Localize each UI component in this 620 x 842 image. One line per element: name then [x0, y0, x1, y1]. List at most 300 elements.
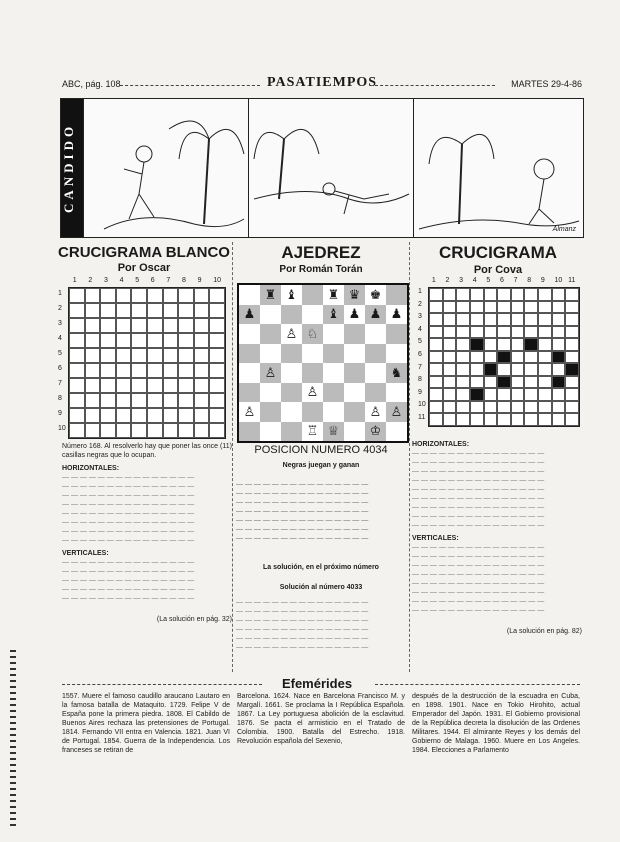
header-rule-left [120, 85, 260, 86]
ajedrez-title: AJEDREZ [281, 243, 361, 262]
grid-row-number: 7 [58, 379, 62, 387]
chess-solution-text: — — — — — — — — — — — — — — — — — — — — — — — — — — — — — — — — — — — — — — — — — — — — — — — — — — — — — — — — — — — — — — — — — — — — — — — — — — — — — — — — — — — — — — — — — — [236, 599, 369, 651]
ajedrez-author: Por Román Torán [279, 264, 363, 275]
grid-cell [100, 333, 116, 348]
chess-square: ♙ [302, 383, 323, 403]
grid-cell [209, 393, 225, 408]
grid-cell [565, 376, 579, 389]
chess-square [302, 285, 323, 305]
chess-square: ♜ [260, 285, 281, 305]
grid-cell [484, 401, 498, 414]
grid-cell [69, 393, 85, 408]
grid-cell [194, 333, 210, 348]
grid-cell [131, 318, 147, 333]
grid-col-number: 9 [197, 277, 202, 284]
grid-cell [116, 393, 132, 408]
grid-cell [100, 363, 116, 378]
grid-col-number: 10 [213, 277, 221, 284]
grid-row-number: 6 [418, 351, 422, 358]
blanco-h-label: HORIZONTALES: [62, 465, 120, 472]
grid-cell [209, 363, 225, 378]
grid-row-number: 6 [58, 364, 62, 372]
crucigrama-title: CRUCIGRAMA [438, 243, 558, 262]
grid-row-number: 4 [418, 325, 422, 333]
chess-square [239, 344, 260, 364]
grid-cell [538, 401, 552, 414]
grid-cell [163, 378, 179, 393]
chess-square: ♞ [386, 363, 407, 383]
chess-square [260, 324, 281, 344]
grid-cell [69, 363, 85, 378]
grid-cell [116, 363, 132, 378]
chess-square [281, 402, 302, 422]
grid-cell [552, 388, 566, 401]
grid-col-number: 8 [527, 277, 532, 284]
grid-cell [194, 303, 210, 318]
grid-cell [443, 363, 457, 376]
chess-square: ♖ [302, 422, 323, 442]
grid-cell [470, 326, 484, 339]
chess-turn: Negras juegan y ganan [282, 462, 360, 469]
grid-cell [456, 313, 470, 326]
grid-cell [194, 348, 210, 363]
grid-cell [470, 388, 484, 401]
grid-cell [194, 423, 210, 438]
grid-cell [163, 288, 179, 303]
grid-cell [147, 288, 163, 303]
grid-cell [85, 378, 101, 393]
grid-cell [456, 363, 470, 376]
chess-square: ♙ [365, 402, 386, 422]
grid-row-number: 3 [58, 319, 62, 327]
chess-square: ♚ [365, 285, 386, 305]
grid-row-number: 9 [58, 409, 62, 417]
grid-cell [456, 351, 470, 364]
grid-cell [85, 288, 101, 303]
grid-cell [565, 338, 579, 351]
chess-square: ♙ [281, 324, 302, 344]
grid-cell [497, 351, 511, 364]
grid-cell [116, 423, 132, 438]
grid-cell [209, 333, 225, 348]
comic-panel-1 [83, 99, 249, 237]
grid-cell [443, 338, 457, 351]
grid-col-number: 2 [88, 277, 93, 284]
grid-cell [147, 423, 163, 438]
chess-square [386, 422, 407, 442]
chess-square [260, 402, 281, 422]
grid-cell [484, 326, 498, 339]
chess-square: ♛ [344, 285, 365, 305]
chess-square [239, 324, 260, 344]
chess-square: ♟ [386, 305, 407, 325]
grid-cell [497, 326, 511, 339]
grid-cell [565, 326, 579, 339]
grid-cell [100, 393, 116, 408]
grid-cell [538, 388, 552, 401]
chess-square [281, 383, 302, 403]
chess-square [260, 305, 281, 325]
grid-cell [565, 288, 579, 301]
grid-cell [524, 376, 538, 389]
chess-square: ♟ [365, 305, 386, 325]
grid-cell [163, 408, 179, 423]
chess-square: ♝ [281, 285, 302, 305]
grid-row-number: 9 [418, 388, 422, 396]
grid-cell [470, 288, 484, 301]
grid-cell [178, 348, 194, 363]
grid-cell [178, 363, 194, 378]
efemerides-col-3: después de la destrucción de la escuadra en Cuba, en 1898. 1901. Nace en Tokio Hirohito, actual Emperador del Japón. 1931. El Gobierno provisional de la República decreta la disolución de las Ordenes Militares. 1944. El almirante Reyes y los demás del Gobierno de Malaga. 1960. Muere en Los Angeles. 1984. Elecciones a Parlamento [412, 693, 580, 754]
grid-cell [116, 318, 132, 333]
grid-cell [565, 413, 579, 426]
margin-marks [10, 650, 16, 830]
grid-cell [538, 313, 552, 326]
grid-cell [524, 301, 538, 314]
chess-square [323, 324, 344, 344]
grid-cell [209, 423, 225, 438]
chess-square: ♔ [365, 422, 386, 442]
grid-cell [524, 388, 538, 401]
grid-cell [443, 401, 457, 414]
grid-cell [524, 326, 538, 339]
grid-cell [524, 351, 538, 364]
grid-cell [147, 363, 163, 378]
grid-cell [116, 303, 132, 318]
grid-cell [178, 378, 194, 393]
chess-square [302, 402, 323, 422]
chess-square [365, 344, 386, 364]
grid-cell [511, 413, 525, 426]
grid-cell [524, 363, 538, 376]
grid-row-number: 5 [418, 338, 422, 346]
grid-cell [497, 301, 511, 314]
grid-cell [69, 303, 85, 318]
grid-row-number: 3 [418, 313, 422, 321]
grid-cell [484, 301, 498, 314]
chess-square [260, 344, 281, 364]
chess-square [323, 383, 344, 403]
grid-cell [163, 363, 179, 378]
grid-cell [456, 338, 470, 351]
grid-cell [484, 363, 498, 376]
chess-square [281, 422, 302, 442]
comic-title: CANDIDO [61, 99, 83, 237]
grid-col-number: 6 [500, 277, 504, 284]
grid-cell [538, 326, 552, 339]
grid-cell [100, 423, 116, 438]
grid-cell [484, 313, 498, 326]
grid-cell [100, 318, 116, 333]
grid-cell [209, 288, 225, 303]
grid-cell [69, 318, 85, 333]
grid-row-number: 2 [58, 304, 62, 312]
grid-cell [552, 338, 566, 351]
grid-cell [178, 333, 194, 348]
chess-square [344, 422, 365, 442]
grid-cell [194, 363, 210, 378]
grid-cell [194, 408, 210, 423]
grid-cell [163, 423, 179, 438]
chess-square [260, 422, 281, 442]
grid-cell [484, 376, 498, 389]
grid-cell [538, 413, 552, 426]
crucigrama-author: Por Cova [473, 264, 523, 276]
grid-cell [565, 401, 579, 414]
grid-cell [565, 313, 579, 326]
efemerides-rule-left [62, 684, 262, 685]
grid-cell [524, 413, 538, 426]
chess-square [302, 305, 323, 325]
grid-cell [131, 423, 147, 438]
grid-cell [552, 326, 566, 339]
grid-cell [470, 401, 484, 414]
chess-square: ♜ [323, 285, 344, 305]
grid-cell [552, 351, 566, 364]
grid-cell [511, 388, 525, 401]
comic-panel-3 [413, 99, 584, 237]
efemerides-col-1: 1557. Muere el famoso caudillo araucano Lautaro en la famosa batalla de Mataquito. 1729. Felipe V de España pone la primera piedra. 1808. El Cabildo de Buenos Aires rechaza las pretensiones de Portugal. 1814. Fernando VII entra en Valencia. 1821. Juan VI de Portugal. 1854. Guerra de la Independencia. Los franceses se retiran de [62, 693, 230, 754]
chess-square [344, 383, 365, 403]
chess-square: ♝ [323, 305, 344, 325]
header-rule-right [375, 85, 495, 86]
grid-cell [429, 401, 443, 414]
grid-col-number: 3 [459, 277, 463, 284]
grid-col-number: 7 [166, 277, 171, 284]
grid-cell [552, 376, 566, 389]
cova-h-label: HORIZONTALES: [412, 441, 470, 448]
grid-cell [538, 376, 552, 389]
grid-cell [85, 303, 101, 318]
crucigrama-grid [428, 287, 580, 427]
chess-commentary: — — — — — — — — — — — — — — — — — — — — — — — — — — — — — — — — — — — — — — — — — — — — — — — — — — — — — — — — — — — — — — — — — — — — — — — — — — — — — — — — — — — — — — — — — — — — — — — — — — — — — — — — — [236, 481, 369, 542]
efemerides-title: Efemérides [281, 676, 353, 691]
grid-cell [429, 388, 443, 401]
chess-square [281, 363, 302, 383]
grid-row-number: 4 [58, 334, 62, 342]
grid-cell [538, 351, 552, 364]
crucigrama-text: HORIZONTALES: — — — — — — — — — — — — — — — — — — — — — — — — — — — — — — — — — — — — — — — — — — — — — — — — — — — — — — — — — — — — — — — — — — — — — — — — — — — — — — — — — — — — — — — — — — — — — — — — — — — — — — — — — — — — — — — — — — — — — — — — — — — — — — — — — — — — — — — VERTICALES: — — — — — — — — — — — — — — — — — — — — — — — — — — — — — — — — — — — — — — — — — — — — — — — — — — — — — — — — — — — — — — — — — — — — — — — — — — — — — — — — — — — — — — — — — — — — — — — — — — — — — — — — — — — — — — — — — — — — — — — — (La solución en pág. 82) [412, 441, 582, 635]
grid-cell [69, 378, 85, 393]
grid-cell [194, 288, 210, 303]
grid-cell [131, 408, 147, 423]
chess-square [344, 344, 365, 364]
column-divider-1 [232, 242, 233, 672]
grid-row-number: 8 [418, 376, 422, 384]
chess-square [386, 285, 407, 305]
grid-cell [85, 393, 101, 408]
grid-cell [85, 348, 101, 363]
grid-row-number: 2 [418, 300, 422, 308]
grid-col-number: 1 [72, 277, 77, 284]
grid-cell [209, 378, 225, 393]
efemerides-rule-right [375, 684, 580, 685]
grid-cell [147, 318, 163, 333]
grid-cell [524, 288, 538, 301]
grid-cell [163, 318, 179, 333]
grid-cell [85, 423, 101, 438]
grid-cell [484, 338, 498, 351]
grid-cell [538, 288, 552, 301]
grid-cell [429, 351, 443, 364]
grid-cell [147, 393, 163, 408]
crucigrama-blanco-title: CRUCIGRAMA BLANCO [58, 244, 230, 261]
grid-cell [85, 363, 101, 378]
grid-cell [85, 318, 101, 333]
grid-cell [511, 401, 525, 414]
chess-square: ♙ [260, 363, 281, 383]
grid-cell [511, 313, 525, 326]
grid-cell [209, 303, 225, 318]
grid-cell [116, 408, 132, 423]
grid-cell [470, 313, 484, 326]
grid-cell [69, 423, 85, 438]
grid-col-number: 11 [568, 277, 576, 284]
grid-cell [497, 288, 511, 301]
grid-cell [511, 351, 525, 364]
grid-cell [131, 363, 147, 378]
grid-cell [484, 351, 498, 364]
grid-cell [552, 363, 566, 376]
chess-square [344, 324, 365, 344]
chess-square [239, 285, 260, 305]
blanco-footer: (La solución en pág. 32) [156, 616, 232, 623]
grid-col-number: 1 [431, 277, 436, 284]
grid-cell [85, 408, 101, 423]
grid-cell [565, 301, 579, 314]
grid-cell [511, 338, 525, 351]
grid-cell [565, 388, 579, 401]
grid-cell [147, 348, 163, 363]
grid-cell [131, 333, 147, 348]
grid-cell [497, 388, 511, 401]
grid-cell [147, 378, 163, 393]
grid-cell [511, 301, 525, 314]
grid-cell [511, 363, 525, 376]
grid-cell [100, 378, 116, 393]
grid-cell [194, 378, 210, 393]
grid-cell [100, 348, 116, 363]
column-divider-2 [409, 242, 410, 672]
grid-col-number: 3 [104, 277, 108, 284]
grid-cell [552, 288, 566, 301]
grid-cell [470, 351, 484, 364]
cova-footer: (La solución en pág. 82) [506, 628, 582, 635]
grid-cell [69, 333, 85, 348]
chess-square [365, 383, 386, 403]
grid-cell [194, 318, 210, 333]
grid-cell [497, 413, 511, 426]
grid-col-number: 5 [135, 277, 140, 284]
grid-row-number: 10 [418, 401, 426, 409]
chess-square [302, 363, 323, 383]
blanco-intro: Número 168. Al resolverlo hay que poner las once (11) casillas negras que lo ocupan. [62, 443, 232, 459]
grid-cell [456, 326, 470, 339]
grid-cell [131, 348, 147, 363]
grid-cell [524, 338, 538, 351]
grid-cell [565, 363, 579, 376]
comic-drawing-1 [84, 99, 249, 237]
grid-cell [456, 288, 470, 301]
grid-cell [100, 408, 116, 423]
grid-cell [470, 301, 484, 314]
grid-cell [443, 313, 457, 326]
header-left: ABC, pág. 108 [62, 79, 121, 89]
chess-square: ♙ [239, 402, 260, 422]
grid-cell [69, 288, 85, 303]
grid-cell [443, 326, 457, 339]
grid-cell [456, 376, 470, 389]
grid-cell [497, 401, 511, 414]
grid-cell [443, 351, 457, 364]
grid-cell [552, 413, 566, 426]
comic-signature: Almanz [552, 226, 576, 233]
chess-square [281, 305, 302, 325]
grid-cell [497, 376, 511, 389]
grid-cell [524, 313, 538, 326]
grid-cell [552, 401, 566, 414]
grid-cell [456, 301, 470, 314]
grid-cell [178, 408, 194, 423]
grid-cell [163, 393, 179, 408]
grid-cell [85, 333, 101, 348]
comic-strip [60, 98, 584, 238]
chess-solution-label: Solución al número 4033 [279, 584, 363, 591]
grid-cell [116, 348, 132, 363]
grid-row-number: 5 [58, 349, 62, 357]
chess-square [323, 344, 344, 364]
chess-square [386, 344, 407, 364]
grid-cell [470, 363, 484, 376]
grid-cell [429, 338, 443, 351]
grid-cell [131, 393, 147, 408]
section-title: PASATIEMPOS [267, 75, 378, 90]
grid-cell [484, 388, 498, 401]
cova-v-label: VERTICALES: [412, 535, 459, 542]
grid-row-number: 1 [418, 288, 422, 296]
grid-cell [443, 388, 457, 401]
grid-cell [194, 393, 210, 408]
chess-square [281, 344, 302, 364]
comic-panel-2 [248, 99, 414, 237]
grid-cell [116, 378, 132, 393]
grid-cell [209, 408, 225, 423]
grid-cell [429, 376, 443, 389]
grid-cell [209, 348, 225, 363]
grid-cell [538, 363, 552, 376]
grid-col-number: 8 [182, 277, 186, 284]
chess-square: ♘ [302, 324, 323, 344]
grid-cell [147, 303, 163, 318]
grid-cell [456, 388, 470, 401]
grid-cell [443, 301, 457, 314]
grid-cell [429, 313, 443, 326]
grid-cell [69, 348, 85, 363]
grid-cell [178, 318, 194, 333]
grid-cell [178, 288, 194, 303]
grid-cell [497, 338, 511, 351]
grid-cell [100, 288, 116, 303]
grid-cell [163, 348, 179, 363]
grid-cell [470, 338, 484, 351]
chess-square [323, 402, 344, 422]
grid-row-number: 10 [58, 424, 66, 432]
grid-col-number: 4 [119, 277, 124, 284]
grid-row-number: 1 [58, 289, 62, 297]
grid-row-number: 8 [58, 394, 62, 402]
efemerides-col-2: Barcelona. 1624. Nace en Barcelona Francisco M. y Margalí. 1661. Se proclama la I República Española. 1867. La Ley portuguesa abolición de la esclavitud. 1876. Se pacta el armisticio en el Tratado de Colombia. 1900. Batalla del Estrecho. 1918. Revolución española del Sexenio, [237, 693, 405, 745]
chess-square [386, 324, 407, 344]
